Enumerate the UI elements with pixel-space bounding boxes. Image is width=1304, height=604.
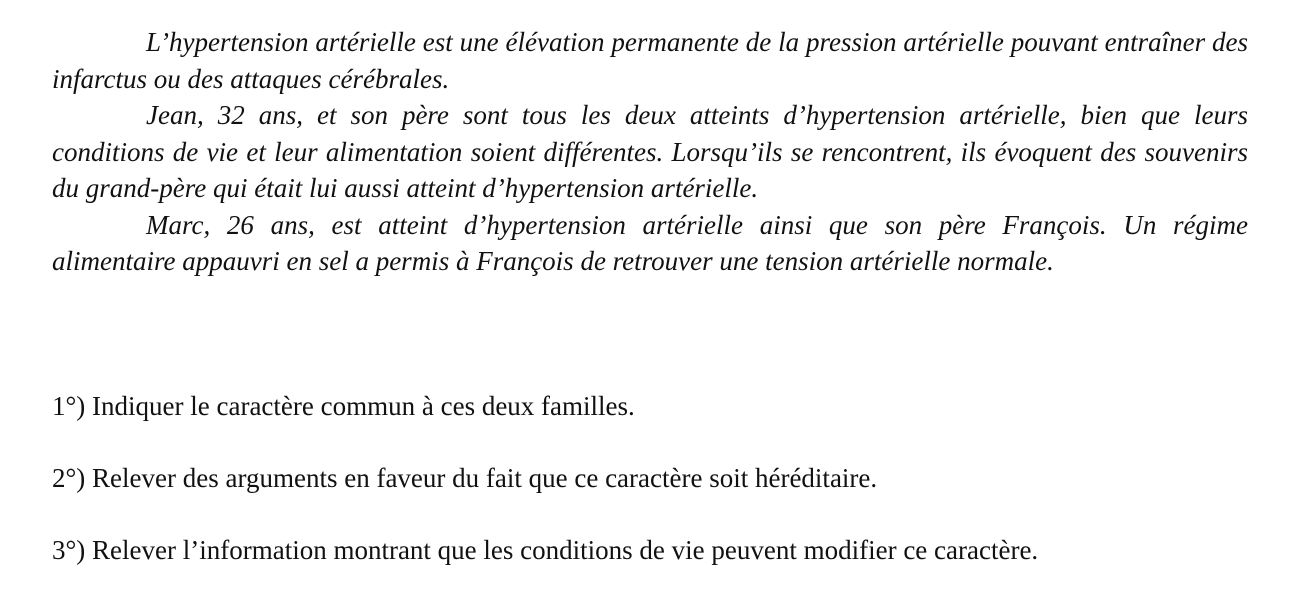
intro-paragraph-marc: Marc, 26 ans, est atteint d’hypertension artérielle ainsi que son père François. Un régime alimentaire appauvri en sel a permis à François de retrouver une tension artérielle normale.: [52, 209, 1248, 276]
document-page: [52, 24, 1248, 280]
question-3: 3°) Relever l’information montrant que les conditions de vie peuvent modifier ce caractère.: [52, 535, 1039, 565]
question-2: 2°) Relever des arguments en faveur du fait que ce caractère soit héréditaire.: [52, 463, 878, 493]
intro-paragraph-jean: Jean, 32 ans, et son père sont tous les deux atteints d’hypertension artérielle, bien que leurs conditions de vie et leur alimentation soient différentes. Lorsqu’ils se rencontrent, ils évoquent des souvenirs du grand-père qui était lui aussi atteint d’hypertension artérielle.: [52, 100, 1248, 203]
questions-list: [52, 388, 1252, 604]
intro-text: [52, 24, 1248, 280]
intro-paragraph-definition: L’hypertension artérielle est une élévation permanente de la pression artérielle pouvant entraîner des infarctus ou des attaques cérébrales.: [52, 27, 1248, 94]
question-1: 1°) Indiquer le caractère commun à ces deux familles.: [52, 391, 635, 421]
